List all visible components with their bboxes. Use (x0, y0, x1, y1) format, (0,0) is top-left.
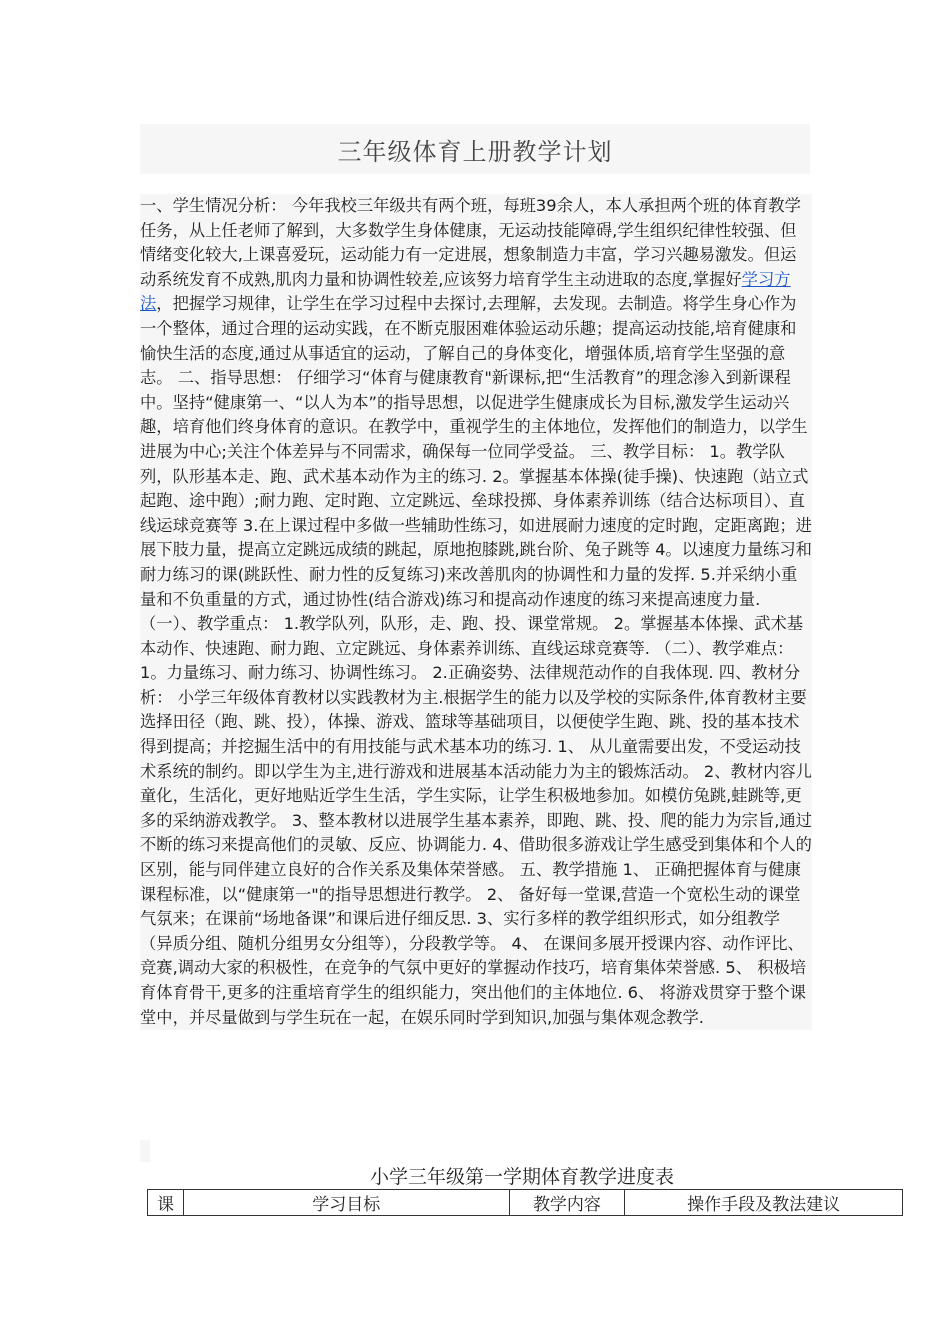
blank-line (140, 1140, 150, 1162)
body-paragraph-part-2: ，把握学习规律，让学生在学习过程中去探讨,去理解，去发现。去制造。将学生身心作为一个整体，通过合理的运动实践，在不断克服困难体验运动乐趣；提高运动技能,培育健康和愉快生活的态度,通过从事适宜的运动，了解自己的身体变化，增强体质,培育学生坚强的意志。 二、指导思想： 仔细学习“体育与健康教育"新课标,把“生活教育”的理念渗入到新课程中。坚持“健康第一、“以人为本”的指导思想，以促进学生健康成长为目标,激发学生运动兴趣，培育他们终身体育的意识。在教学中，重视学生的主体地位，发挥他们的制造力，以学生进展为中心;关注个体差异与不同需求，确保每一位同学受益。 三、教学目标： 1。教学队列，队形基本走、跑、武术基本动作为主的练习. 2。掌握基本体操(徒手操)、快速跑（站立式起跑、途中跑）;耐力跑、定时跑、立定跳远、垒球投掷、身体素养训练（结合达标项目）、直线运球竞赛等 3.在上课过程中多做一些辅助性练习，如进展耐力速度的定时跑，定距离跑；进展下肢力量，提高立定跳远成绩的跳起，原地抱膝跳,跳台阶、兔子跳等 4。以速度力量练习和耐力练习的课(跳跃性、耐力性的反复练习)来改善肌肉的协调性和力量的发挥. 5.并采纳小重量和不负重量的方式，通过协性(结合游戏)练习和提高动作速度的练习来提高速度力量. （一）、教学重点： 1.教学队列，队形，走、跑、投、课堂常规。 2。掌握基本体操、武术基本动作、快速跑、耐力跑、立定跳远、身体素养训练、直线运球竞赛等. （二）、教学难点：1。力量练习、耐力练习、协调性练习。 2.正确姿势、法律规范动作的自我体现. 四、教材分析： 小学三年级体育教材以实践教材为主.根据学生的能力以及学校的实际条件,体育教材主要选择田径（跑、跳、投），体操、游戏、篮球等基础项目，以便使学生跑、跳、投的基本技术得到提高；并挖掘生活中的有用技能与武术基本功的练习. 1、 从儿童需要出发，不受运动技术系统的制约。即以学生为主,进行游戏和进展基本活动能力为主的锻炼活动。 2、教材内容儿童化，生活化，更好地贴近学生生活，学生实际，让学生积极地参加。如模仿兔跳,蛙跳等,更多的采纳游戏教学。 3、整本教材以进展学生基本素养，即跑、跳、投、爬的能力为宗旨,通过不断的练习来提高他们的灵敏、反应、协调能力. 4、借助很多游戏让学生感受到集体和个人的区别，能与同伴建立良好的合作关系及集体荣誉感。 五、教学措施 1、 正确把握体育与健康课程标准，以“健康第一"的指导思想进行教学。 2、 备好每一堂课,营造一个宽松生动的课堂气氛来；在课前“场地备课”和课后进仔细反思. 3、实行多样的教学组织形式，如分组教学（异质分组、随机分组男女分组等），分段教学等。 4、 在课间多展开授课内容、动作评比、竞赛,调动大家的积极性，在竞争的气氛中更好的掌握动作技巧，培育集体荣誉感. 5、 积极培育体育骨干,更多的注重培育学生的组织能力，突出他们的主体地位. 6、 将游戏贯穿于整个课堂中，并尽量做到与学生玩在一起，在娱乐同时学到知识,加强与集体观念教学. (140, 294, 812, 1027)
body-paragraph-part-1: 一、学生情况分析： 今年我校三年级共有两个班，每班39余人，本人承担两个班的体育教学任务，从上任老师了解到，大多数学生身体健康，无运动技能障碍,学生组织纪律性较强、但情绪变化较大,上课喜爱玩，运动能力有一定进展，想象制造力丰富，学习兴趣易激发。但运动系统发育不成熟,肌肉力量和协调性较差,应该努力培育学生主动进取的态度,掌握好 (140, 196, 801, 289)
header-teaching-content: 教学内容 (509, 1190, 625, 1216)
table-title: 小学三年级第一学期体育教学进度表 (369, 1166, 674, 1188)
header-learning-goal: 学习目标 (183, 1190, 509, 1216)
schedule-table (147, 1189, 903, 1216)
table-header-row (148, 1190, 903, 1216)
study-method-link[interactable]: 学习方法 (140, 269, 791, 314)
header-lesson: 课 (148, 1190, 184, 1216)
page-title: 三年级体育上册教学计划 (337, 137, 613, 166)
title-bar (140, 124, 810, 174)
header-methods: 操作手段及教法建议 (625, 1190, 903, 1216)
body-text (140, 194, 812, 1030)
